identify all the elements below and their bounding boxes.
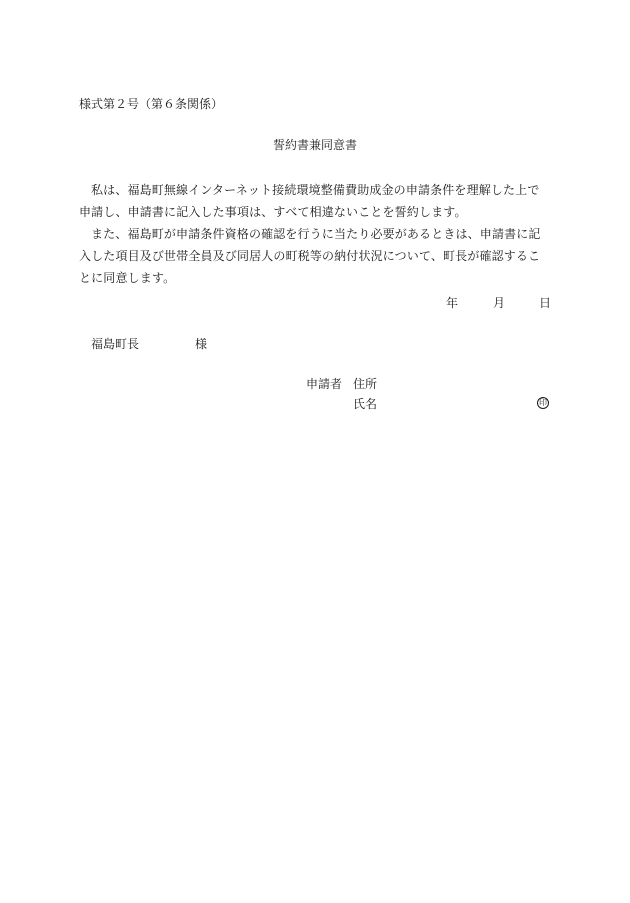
date-year-label: 年 xyxy=(446,296,459,310)
date-month-label: 月 xyxy=(493,296,506,310)
pledge-paragraph: 私は、福島町無線インターネット接続環境整備費助成金の申請条件を理解した上で申請し、申請書に記入した事項は、すべて相違ないことを誓約します。 xyxy=(79,183,540,219)
addressee-honorific: 様 xyxy=(195,337,208,351)
addressee-name: 福島町長 xyxy=(91,337,140,351)
pledge-body xyxy=(79,179,551,289)
date-line xyxy=(0,297,630,311)
applicant-name-label: 氏名 xyxy=(353,397,378,411)
document-title: 誓約書兼同意書 xyxy=(272,138,357,152)
form-number: 様式第２号（第６条関係） xyxy=(79,97,224,111)
seal-mark: 印 xyxy=(539,398,547,407)
consent-paragraph: また、福島町が申請条件資格の確認を行うに当たり必要があるときは、申請書に記入した項目及び世帯全員及び同居人の町税等の納付状況について、町長が確認することに同意します。 xyxy=(79,227,541,285)
date-day-label: 日 xyxy=(539,296,552,310)
applicant-label: 申請者 xyxy=(306,377,343,391)
applicant-address-label: 住所 xyxy=(353,377,378,391)
